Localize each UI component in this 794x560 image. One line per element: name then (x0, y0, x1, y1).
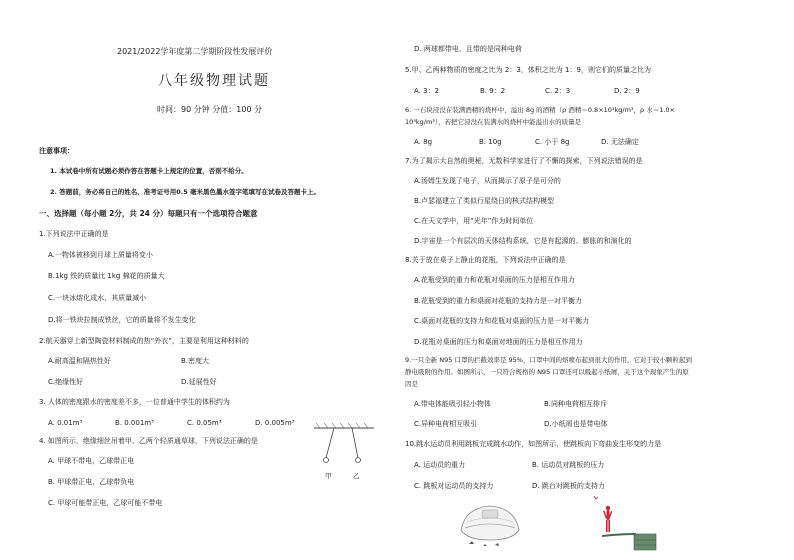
q9-option-c: C.异种电荷相互吸引 (414, 420, 478, 428)
q1-option-c: C.一块冰熔化成水，其质量减小 (48, 294, 147, 302)
q1-option-d: D.将一铁块拉制成铁丝，它的质量将不发生变化 (48, 316, 196, 324)
exam-subtitle: 八年级物理试题 (158, 73, 270, 89)
q10-option-b: B. 运动员对跳板的压力 (532, 461, 605, 469)
q7-option-d: D.宇宙是一个有层次的天体结构系统，它是有起源的、膨胀的和演化的 (414, 237, 632, 245)
q4-option-c: C. 甲球可能带正电，乙球可能不带电 (48, 499, 163, 507)
notes-heading: 注意事项： (39, 147, 74, 155)
q8-option-c: C.桌面对花瓶的支持力和花瓶对桌面的压力是一对平衡力 (414, 317, 590, 325)
q4-option-a: A. 甲球不带电，乙球带正电 (48, 457, 135, 465)
question-9-line-2: 静电吸附的作用。如图所示，一只符合规格的 N95 口罩还可以吸起小纸屑，关于这个现象产生的原 (405, 368, 689, 376)
q5-option-c: C. 2：3 (545, 87, 571, 95)
fig-label-yi: 乙 (353, 472, 360, 480)
q8-option-a: A.花瓶受到的重力和花瓶对桌面的压力是相互作用力 (414, 276, 575, 284)
question-6-line-2: 10³kg/m³），若把它浸没在装满水的烧杯中能溢出水的质量是 (405, 118, 582, 126)
question-9-line-3: 因是 (405, 380, 418, 388)
q10-option-a: A. 运动员的重力 (414, 461, 466, 469)
q3-option-b: B. 0.001m³ (115, 419, 154, 427)
q9-option-a: A.带电体能吸引轻小物体 (414, 400, 491, 408)
q9-option-d: D.小纸屑也是带电体 (544, 420, 608, 428)
exam-title: 2021/2022学年度第二学期阶段性发展评价 (117, 47, 273, 56)
q3-option-d: D. 0.005m³ (255, 419, 295, 427)
q7-option-c: C.在天文学中，用“光年”作为时间单位 (414, 217, 534, 225)
q10-option-d: D. 跳台对跳板的支持力 (532, 482, 605, 490)
n95-mask-figure (455, 500, 525, 555)
q3-option-c: C. 0.05m³ (187, 419, 222, 427)
diving-board-figure (588, 490, 668, 555)
question-8: 8.关于放在桌子上静止的花瓶，下列说法中正确的是 (405, 256, 566, 264)
q6-option-c: C. 小于 8g (535, 138, 570, 146)
q6-option-a: A. 8g (414, 138, 433, 146)
exam-meta: 时间：90 分钟 分值：100 分 (157, 105, 263, 114)
q8-option-b: B.花瓶受到的重力和桌面对花瓶的支持力是一对平衡力 (414, 297, 583, 305)
q1-option-a: A.一物体被移到月球上质量将变小 (48, 251, 153, 259)
q5-option-d: D. 2：9 (614, 87, 640, 95)
question-7: 7.为了揭示大自然的奥秘，无数科学家进行了不懈的探索，下列说法错误的是 (405, 157, 643, 165)
q8-option-d: D.花瓶对桌面的压力和桌面对地面的压力是相互作用力 (414, 338, 583, 346)
q2-option-a: A.耐高温和隔热性好 (48, 357, 111, 365)
section-one-heading: 一、选择题（每小题 2分，共 24 分）每题只有一个选项符合题意 (39, 209, 258, 218)
fig-label-jia: 甲 (325, 472, 332, 480)
q7-option-a: A.汤姆生发现了电子，从而揭示了原子是可分的 (414, 177, 561, 185)
q7-option-b: B.卢瑟福建立了类似行星绕日的核式结构模型 (414, 197, 555, 205)
q2-option-b: B.密度大 (181, 357, 210, 365)
q9-option-b: B.同种电荷相互排斥 (544, 400, 608, 408)
q2-option-d: D.延展性好 (181, 378, 217, 386)
note-1: 1. 本试卷中所有试题必须作答在答题卡上规定的位置，否则不给分。 (50, 167, 248, 175)
q4-option-d: D. 两球都带电，且带的是同种电荷 (414, 45, 522, 53)
pith-balls-figure (312, 422, 376, 490)
question-6-line-1: 6. 一石块浸没在装满酒精的烧杯中，溢出 8g 的酒精（ρ 酒精＝0.8×10³kg/m³，ρ 水＝1.0× (405, 106, 676, 114)
q4-option-b: B. 甲球带正电，乙球带负电 (48, 478, 135, 486)
question-1: 1.下列说法中正确的是 (39, 230, 109, 238)
q6-option-d: D. 无法确定 (601, 138, 639, 146)
q3-option-a: A. 0.01m³ (48, 419, 83, 427)
q5-option-b: B. 9：2 (480, 87, 506, 95)
q6-option-b: B. 10g (479, 138, 502, 146)
q10-option-c: C. 跳板对运动员的支持力 (414, 482, 494, 490)
q2-option-c: C.绝缘性好 (48, 378, 84, 386)
question-9-line-1: 9.一只全新 N95 口罩的拦截效率是 95%，口罩中间的熔喷布起到很大的作用，它对于较小颗粒起到 (405, 356, 692, 364)
note-2: 2. 答题前，务必将自己的姓名、准考证号用0.5 毫米黑色墨水签字笔填写在试卷及答题卡上。 (50, 188, 321, 196)
question-10: 10.跳水运动员利用跳板完成跳水动作，如图所示，使跳板向下弯曲发生形变的力是 (405, 440, 662, 448)
q1-option-b: B.1kg 铁的质量比 1kg 棉花的质量大 (48, 272, 165, 280)
question-5: 5.甲、乙两种物质的密度之比为 2：3，体积之比为 1：9，则它们的质量之比为 (405, 66, 651, 74)
question-4: 4. 如图所示，绝缘细丝吊着甲、乙两个轻质通草球，下列说法正确的是 (39, 437, 258, 445)
question-2: 2.航天器穿上新型陶瓷材料制成的热“外衣”，主要是利用这种材料的 (39, 337, 249, 345)
q5-option-a: A. 3：2 (414, 87, 440, 95)
question-3: 3. 人体的密度跟水的密度差不多，一位普通中学生的体积约为 (39, 398, 230, 406)
